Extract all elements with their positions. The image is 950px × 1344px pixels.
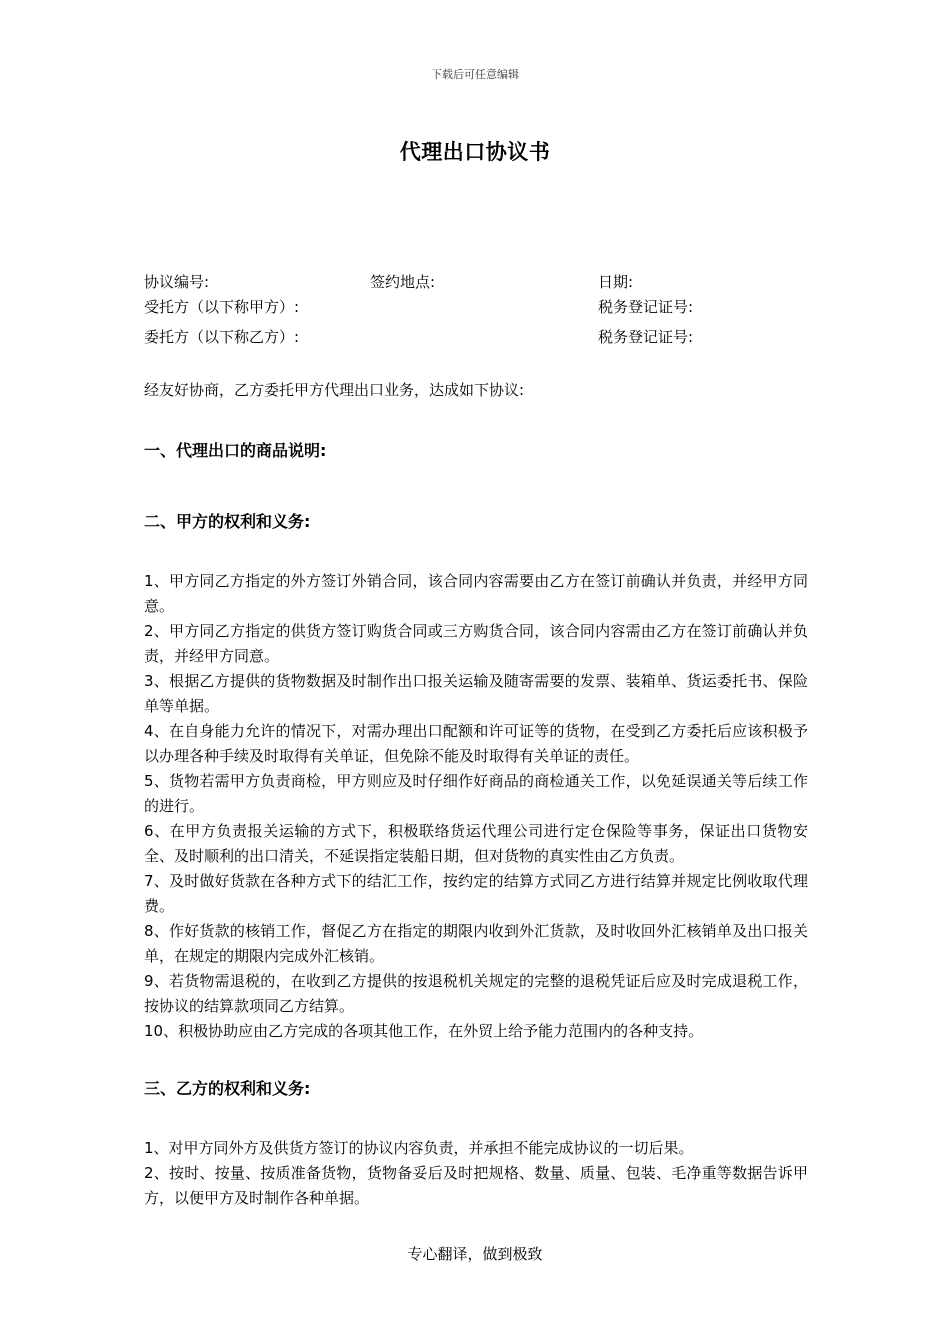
section-heading-2: 二、甲方的权利和义务: — [144, 512, 311, 531]
clause-item: 1、甲方同乙方指定的外方签订外销合同，该合同内容需要由乙方在签订前确认并负责，并经甲方同意。 — [144, 572, 808, 615]
section-heading-1: 一、代理出口的商品说明: — [144, 441, 327, 460]
intro-paragraph: 经友好协商，乙方委托甲方代理出口业务，达成如下协议: — [144, 381, 525, 399]
clause-item: 7、及时做好货款在各种方式下的结汇工作，按约定的结算方式同乙方进行结算并规定比例收取代理费。 — [144, 872, 808, 915]
party-b-tax-label: 税务登记证号: — [598, 328, 694, 346]
party-a-label: 受托方（以下称甲方）: — [144, 298, 300, 316]
clause-item: 4、在自身能力允许的情况下，对需办理出口配额和许可证等的货物，在受到乙方委托后应该积极予以办理各种手续及时取得有关单证，但免除不能及时取得有关单证的责任。 — [144, 722, 808, 765]
clause-item: 9、若货物需退税的，在收到乙方提供的按退税机关规定的完整的退税凭证后应及时完成退税工作，按协议的结算款项同乙方结算。 — [144, 972, 808, 1015]
footer-note: 专心翻译，做到极致 — [407, 1245, 543, 1263]
clause-item: 3、根据乙方提供的货物数据及时制作出口报关运输及随寄需要的发票、装箱单、货运委托书、保险单等单据。 — [144, 672, 808, 715]
clause-item: 5、货物若需甲方负责商检，甲方则应及时仔细作好商品的商检通关工作，以免延误通关等后续工作的进行。 — [144, 772, 808, 815]
clause-item: 6、在甲方负责报关运输的方式下，积极联络货运代理公司进行定仓保险等事务，保证出口货物安全、及时顺利的出口清关，不延误指定装船日期，但对货物的真实性由乙方负责。 — [144, 822, 808, 865]
document-title: 代理出口协议书 — [399, 140, 551, 164]
clause-item: 8、作好货款的核销工作，督促乙方在指定的期限内收到外汇货款，及时收回外汇核销单及出口报关单，在规定的期限内完成外汇核销。 — [144, 922, 808, 965]
clause-item: 2、按时、按量、按质准备货物，货物备妥后及时把规格、数量、质量、包装、毛净重等数据告诉甲方，以便甲方及时制作各种单据。 — [144, 1164, 808, 1207]
section-heading-3: 三、乙方的权利和义务: — [144, 1079, 311, 1098]
clause-item: 10、积极协助应由乙方完成的各项其他工作，在外贸上给予能力范围内的各种支持。 — [144, 1022, 704, 1040]
date-label: 日期: — [598, 273, 634, 291]
header-note: 下载后可任意编辑 — [431, 68, 519, 81]
clause-item: 2、甲方同乙方指定的供货方签订购货合同或三方购货合同，该合同内容需由乙方在签订前确认并负责，并经甲方同意。 — [144, 622, 808, 665]
agreement-number-label: 协议编号: — [144, 273, 210, 291]
section-3-clauses — [144, 1136, 808, 1211]
party-a-tax-label: 税务登记证号: — [598, 298, 694, 316]
sign-place-label: 签约地点: — [370, 273, 436, 291]
clause-item: 1、对甲方同外方及供货方签订的协议内容负责，并承担不能完成协议的一切后果。 — [144, 1139, 694, 1157]
section-2-clauses — [144, 569, 808, 1044]
party-b-label: 委托方（以下称乙方）: — [144, 328, 300, 346]
